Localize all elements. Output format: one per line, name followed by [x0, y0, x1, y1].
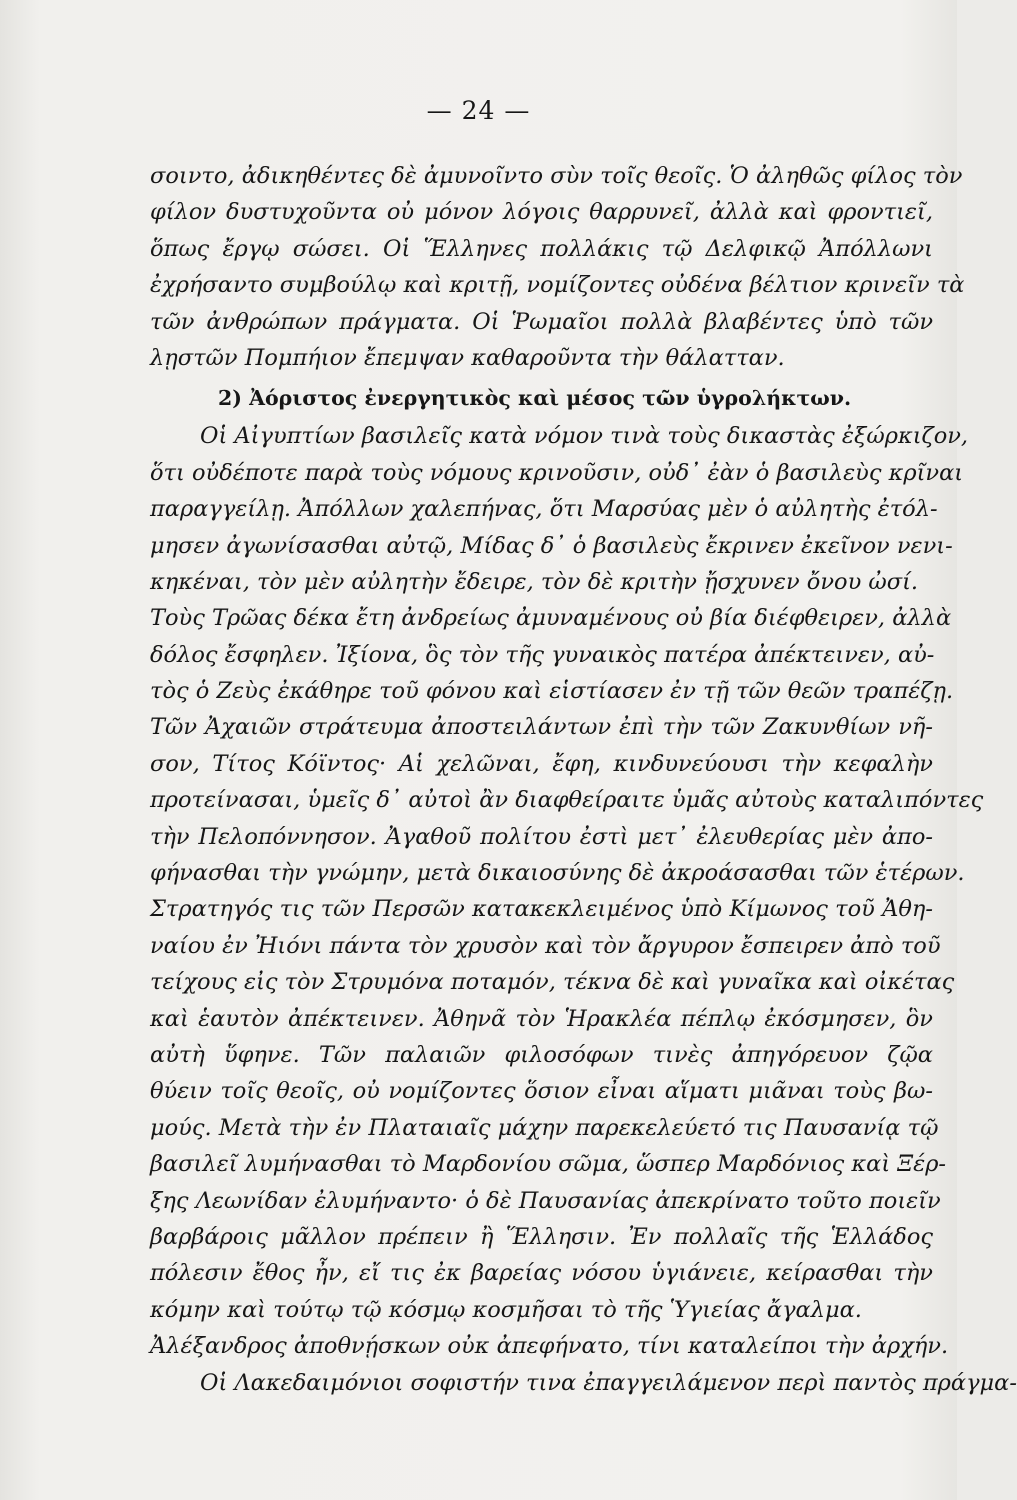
text-line: τὸς ὁ Ζεὺς ἐκάθηρε τοῦ φόνου καὶ εἱστίασεν ἐν τῇ τῶν θεῶν τραπέζῃ. — [150, 678, 954, 705]
page-number: — 24 — — [426, 96, 531, 125]
text-line: ὅτι οὐδέποτε παρὰ τοὺς νόμους κρινοῦσιν, οὐδ᾽ ἐὰν ὁ βασιλεὺς κρῖναι — [150, 459, 964, 486]
paragraph-1 — [150, 158, 965, 376]
text-line: αὐτὴ ὕφηνε. Τῶν παλαιῶν φιλοσόφων τινὲς ἀπηγόρευον ζῷα — [150, 1041, 933, 1068]
text-line: κηκέναι, τὸν μὲν αὐλητὴν ἔδειρε, τὸν δὲ κριτὴν ᾔσχυνεν ὄνου ὠσί. — [150, 568, 919, 595]
text-line: βασιλεῖ λυμήνασθαι τὸ Μαρδονίου σῶμα, ὥσπερ Μαρδόνιος καὶ Ξέρ- — [150, 1151, 947, 1178]
section-heading: 2) Ἀόριστος ἐνεργητικὸς καὶ μέσος τῶν ὑγρολήκτων. — [218, 386, 852, 411]
text-line: καὶ ἑαυτὸν ἀπέκτεινεν. Ἀθηνᾶ τὸν Ἡρακλέα πέπλῳ ἐκόσμησεν, ὃν — [150, 1005, 933, 1032]
text-line: Οἱ Λακεδαιμόνιοι σοφιστήν τινα ἐπαγγειλάμενον περὶ παντὸς πράγμα- — [200, 1369, 1017, 1396]
text-line: προτείνασαι, ὑμεῖς δ᾽ αὐτοὶ ἂν διαφθείραιτε ὑμᾶς αὐτοὺς καταλιπόντες — [150, 787, 984, 814]
text-line: λῃστῶν Πομπήιον ἔπεμψαν καθαροῦντα τὴν θάλατταν. — [150, 344, 785, 371]
text-line: σοιντο, ἀδικηθέντες δὲ ἀμυνοῖντο σὺν τοῖς θεοῖς. Ὁ ἀληθῶς φίλος τὸν — [150, 163, 963, 189]
text-line: θύειν τοῖς θεοῖς, οὐ νομίζοντες ὅσιον εἶναι αἵματι μιᾶναι τοὺς βω- — [150, 1078, 933, 1105]
text-line: Τῶν Ἀχαιῶν στράτευμα ἀποστειλάντων ἐπὶ τὴν τῶν Ζακυνθίων νῆ- — [150, 714, 933, 741]
text-line: Τοὺς Τρῶας δέκα ἔτη ἀνδρείως ἀμυναμένους οὐ βία διέφθειρεν, ἀλλὰ — [150, 605, 952, 632]
text-line: βαρβάροις μᾶλλον πρέπειν ἢ Ἕλλησιν. Ἐν πολλαῖς τῆς Ἑλλάδος — [150, 1223, 933, 1250]
text-line: τὴν Πελοπόννησον. Ἀγαθοῦ πολίτου ἐστὶ μετ᾽ ἐλευθερίας μὲν ἀπο- — [150, 823, 933, 850]
text-line: παραγγείλῃ. Ἀπόλλων χαλεπήνας, ὅτι Μαρσύας μὲν ὁ αὐλητὴς ἐτόλ- — [150, 496, 938, 523]
text-line: ὅπως ἔργῳ σώσει. Οἱ Ἕλληνες πολλάκις τῷ Δελφικῷ Ἀπόλλωνι — [150, 235, 933, 262]
text-line: φίλον δυστυχοῦντα οὐ μόνον λόγοις θαρρυνεῖ, ἀλλὰ καὶ φροντιεῖ, — [150, 199, 933, 226]
text-line: Ἀλέξανδρος ἀποθνῄσκων οὐκ ἀπεφήνατο, τίνι καταλείποι τὴν ἀρχήν. — [150, 1333, 949, 1360]
text-line: τείχους εἰς τὸν Στρυμόνα ποταμόν, τέκνα δὲ καὶ γυναῖκα καὶ οἰκέτας — [150, 969, 955, 996]
page-body — [150, 158, 1017, 1401]
text-line: μούς. Μετὰ τὴν ἐν Πλαταιαῖς μάχην παρεκελεύετό τις Παυσανίᾳ τῷ — [150, 1114, 939, 1141]
text-line: ξης Λεωνίδαν ἐλυμήναντο· ὁ δὲ Παυσανίας ἀπεκρίνατο τοῦτο ποιεῖν — [150, 1187, 941, 1214]
paragraph-2 — [150, 418, 1017, 1401]
text-line: ἐχρήσαντο συμβούλῳ καὶ κριτῇ, νομίζοντες οὐδένα βέλτιον κρινεῖν τὰ — [150, 272, 965, 299]
text-line: πόλεσιν ἔθος ἦν, εἴ τις ἐκ βαρείας νόσου ὑγιάνειε, κείρασθαι τὴν — [150, 1260, 933, 1287]
text-line: δόλος ἔσφηλεν. Ἰξίονα, ὃς τὸν τῆς γυναικὸς πατέρα ἀπέκτεινεν, αὐ- — [150, 641, 935, 668]
text-line: Οἱ Αἰγυπτίων βασιλεῖς κατὰ νόμον τινὰ τοὺς δικαστὰς ἐξώρκιζον, — [200, 423, 969, 450]
text-line: ναίου ἐν Ἠιόνι πάντα τὸν χρυσὸν καὶ τὸν ἄργυρον ἔσπειρεν ἀπὸ τοῦ — [150, 932, 941, 959]
text-line: τῶν ἀνθρώπων πράγματα. Οἱ Ῥωμαῖοι πολλὰ βλαβέντες ὑπὸ τῶν — [150, 308, 933, 335]
text-line: μησεν ἀγωνίσασθαι αὐτῷ, Μίδας δ᾽ ὁ βασιλεὺς ἔκρινεν ἐκεῖνον νενι- — [150, 532, 953, 559]
text-line: Στρατηγός τις τῶν Περσῶν κατακεκλειμένος ὑπὸ Κίμωνος τοῦ Ἀθη- — [150, 896, 933, 923]
text-line: κόμην καὶ τούτῳ τῷ κόσμῳ κοσμῆσαι τὸ τῆς Ὑγιείας ἄγαλμα. — [150, 1296, 862, 1323]
text-line: σον, Τίτος Κόϊντος· Αἱ χελῶναι, ἔφη, κινδυνεύουσι τὴν κεφαλὴν — [150, 750, 933, 777]
text-line: φήνασθαι τὴν γνώμην, μετὰ δικαιοσύνης δὲ ἀκροάσασθαι τῶν ἑτέρων. — [150, 860, 965, 887]
